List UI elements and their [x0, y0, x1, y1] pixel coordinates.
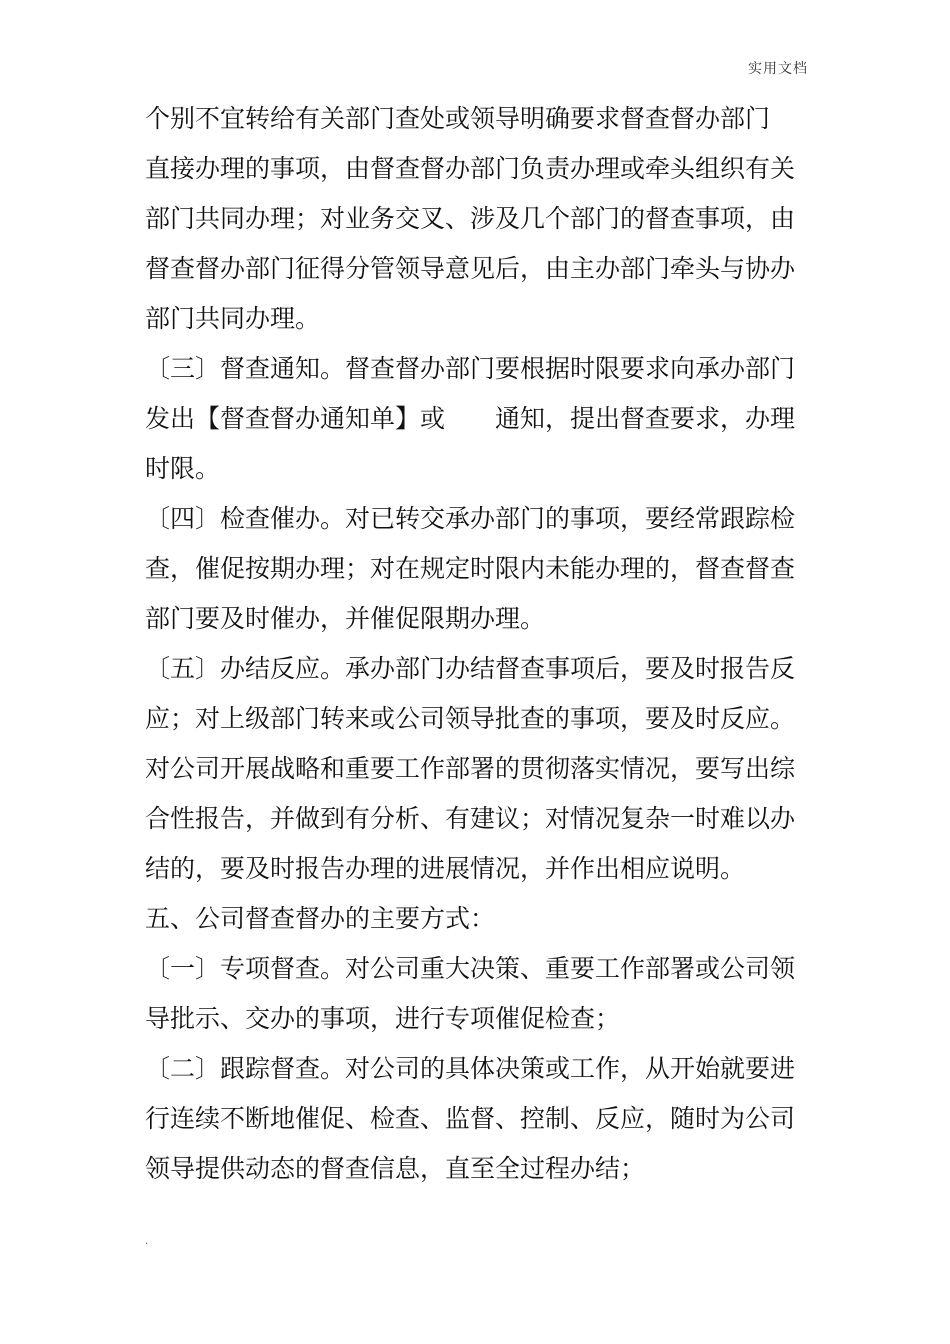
text-line: 时限。 [145, 454, 221, 483]
text-line: 〔一〕专项督查。对公司重大决策、重要工作部署或公司领 [145, 954, 796, 983]
document-body [145, 94, 815, 1194]
text-line: 对公司开展战略和重要工作部署的贯彻落实情况，要写出综 [145, 754, 796, 783]
text-line: 部门共同办理；对业务交叉、涉及几个部门的督查事项，由 [145, 204, 796, 233]
text-line: 合性报告，并做到有分析、有建议；对情况复杂一时难以办 [145, 804, 796, 833]
text-line: 部门要及时催办，并催促限期办理。 [145, 604, 546, 633]
text-line: 部门共同办理。 [145, 304, 321, 333]
text-line: 应；对上级部门转来或公司领导批查的事项，要及时反应。 [145, 704, 796, 733]
text-line: 督查督办部门征得分管领导意见后，由主办部门牵头与协办 [145, 254, 796, 283]
text-line: 领导提供动态的督查信息，直至全过程办结； [145, 1154, 646, 1183]
text-line: 〔三〕督查通知。督查督办部门要根据时限要求向承办部门 [145, 354, 796, 383]
footer-mark: . [145, 1236, 149, 1247]
text-line: 个别不宜转给有关部门查处或领导明确要求督查督办部门 [145, 104, 771, 133]
document-header-label: 实用文档 [748, 61, 808, 77]
text-line: 行连续不断地催促、检查、监督、控制、反应，随时为公司 [145, 1104, 796, 1133]
text-line: 结的，要及时报告办理的进展情况，并作出相应说明。 [145, 854, 746, 883]
text-line: 五、公司督查督办的主要方式： [145, 904, 496, 933]
text-line: 〔五〕办结反应。承办部门办结督查事项后，要及时报告反 [145, 654, 796, 683]
text-line: 〔二〕跟踪督查。对公司的具体决策或工作，从开始就要进 [145, 1054, 796, 1083]
text-line: 发出【督查督办通知单】或 通知，提出督查要求，办理 [145, 404, 796, 433]
text-line: 导批示、交办的事项，进行专项催促检查； [145, 1004, 621, 1033]
text-line: 查，催促按期办理；对在规定时限内未能办理的，督查督查 [145, 554, 796, 583]
text-line: 〔四〕检查催办。对已转交承办部门的事项，要经常跟踪检 [145, 504, 796, 533]
text-line: 直接办理的事项，由督查督办部门负责办理或牵头组织有关 [145, 154, 796, 183]
